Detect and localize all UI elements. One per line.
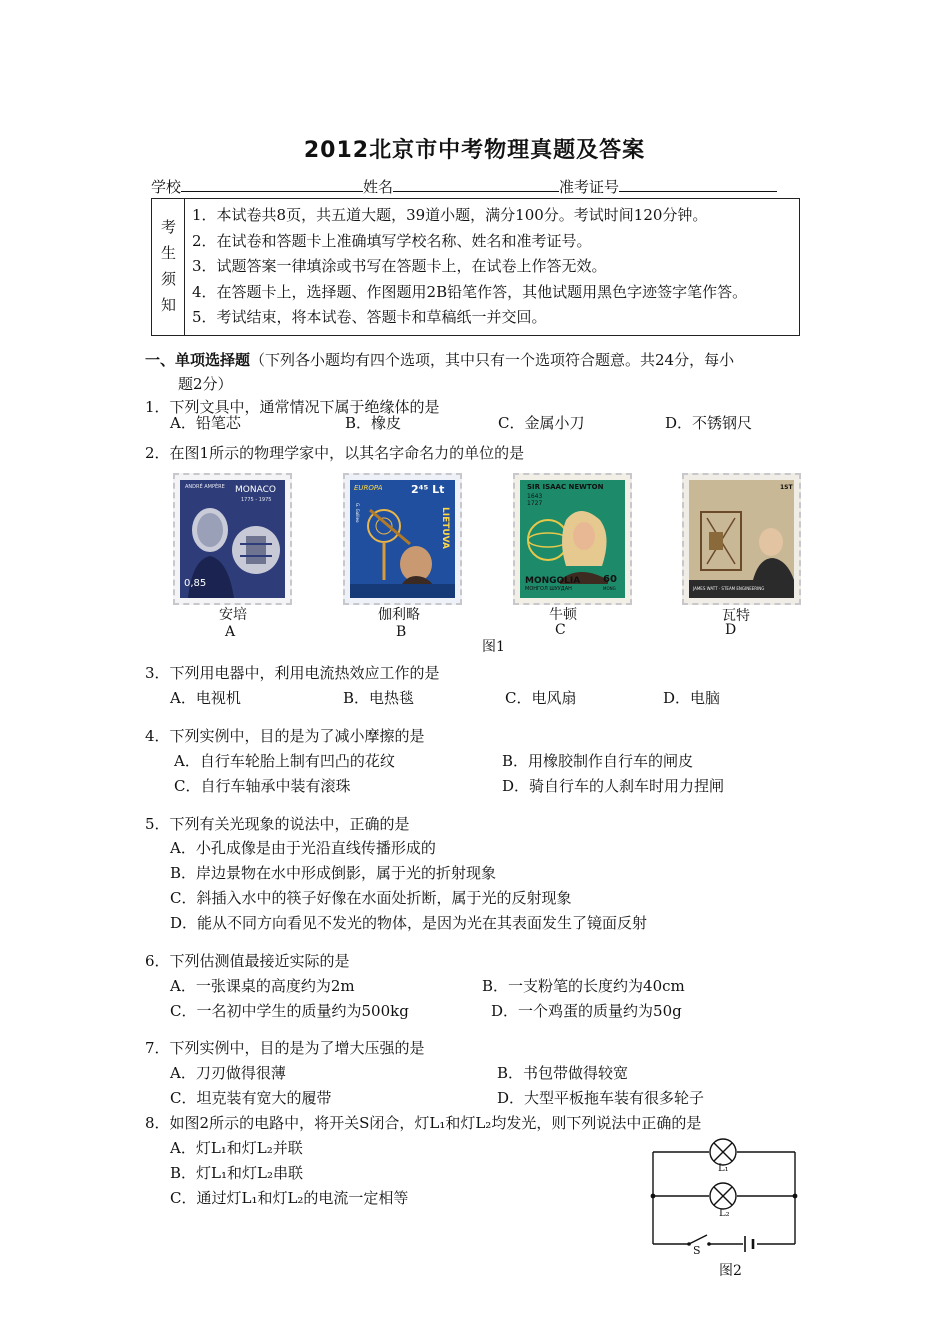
q3-option-c: C．电风扇 xyxy=(505,689,577,707)
q4-option-d: D．骑自行车的人刹车时用力捏闸 xyxy=(502,777,725,795)
stamp-galileo xyxy=(343,473,462,605)
stamp-watt-engine xyxy=(689,480,794,598)
stamp-newton-unit: MONG xyxy=(603,586,616,591)
stamp-galileo-europa: EUROPA xyxy=(354,484,383,492)
stamp-a-name: 安培 xyxy=(219,607,247,623)
stamp-c-letter: C xyxy=(555,622,566,638)
stamp-newton-death: 1727 xyxy=(527,500,543,507)
q1-option-c: C．金属小刀 xyxy=(498,414,585,432)
q5-stem: 5．下列有关光现象的说法中，正确的是 xyxy=(145,815,410,833)
section-desc: （下列各小题均有四个选项，其中只有一个选项符合题意。共24分，每小 xyxy=(250,351,735,369)
exam-id-label: 准考证号 xyxy=(559,178,620,196)
name-label: 姓名 xyxy=(363,178,394,196)
stamp-d-letter: D xyxy=(725,622,737,638)
q6-option-a: A．一张课桌的高度约为2m xyxy=(170,977,355,995)
notice-item: 2．在试卷和答题卡上准确填写学校名称、姓名和准考证号。 xyxy=(192,232,592,250)
q2-stem: 2．在图1所示的物理学家中，以其名字命名力的单位的是 xyxy=(145,444,525,462)
q7-stem: 7．下列实例中，目的是为了增大压强的是 xyxy=(145,1039,425,1057)
q7-option-a: A．刀刃做得很薄 xyxy=(170,1064,286,1082)
notice-heading-char: 生 xyxy=(161,244,177,262)
notice-heading xyxy=(152,199,185,335)
stamp-newton-name: SIR ISAAC NEWTON xyxy=(527,483,604,491)
notice-item: 3．试题答案一律填涂或书写在答题卡上，在试卷上作答无效。 xyxy=(192,257,607,275)
stamp-ampere-years: 1775 - 1975 xyxy=(241,497,272,503)
q6-option-b: B．一支粉笔的长度约为40cm xyxy=(482,977,685,995)
q4-option-c: C．自行车轴承中装有滚珠 xyxy=(174,777,351,795)
notice-item: 1．本试卷共8页，共五道大题，39道小题，满分100分。考试时间120分钟。 xyxy=(192,206,708,224)
junction-dot xyxy=(651,1194,656,1199)
section-desc-cont: 题2分） xyxy=(178,375,233,393)
q5-option-d: D．能从不同方向看见不发光的物体，是因为光在其表面发生了镜面反射 xyxy=(170,914,648,932)
section-heading xyxy=(145,350,734,370)
q8-option-c: C．通过灯L₁和灯L₂的电流一定相等 xyxy=(170,1189,409,1207)
q3-stem: 3．下列用电器中，利用电流热效应工作的是 xyxy=(145,664,440,682)
q1-option-a: A．铅笔芯 xyxy=(170,414,241,432)
stamp-c-name: 牛顿 xyxy=(549,607,577,623)
school-field[interactable] xyxy=(181,176,363,192)
figure-1-caption: 图1 xyxy=(482,639,505,655)
stamp-newton-birth: 1643 xyxy=(527,493,543,500)
stamp-watt xyxy=(682,473,801,605)
exam-id-field[interactable] xyxy=(619,176,777,192)
q1-option-b: B．橡皮 xyxy=(345,414,402,432)
q6-stem: 6．下列估测值最接近实际的是 xyxy=(145,952,350,970)
q1-option-d: D．不锈钢尺 xyxy=(665,414,753,432)
figure-2-caption: 图2 xyxy=(719,1263,742,1279)
info-line xyxy=(151,176,777,197)
notice-item: 5．考试结束，将本试卷、答题卡和草稿纸一并交回。 xyxy=(192,308,547,326)
q3-option-b: B．电热毯 xyxy=(343,689,415,707)
school-label: 学校 xyxy=(151,178,182,196)
q6-option-d: D．一个鸡蛋的质量约为50g xyxy=(491,1002,682,1020)
q8-option-b: B．灯L₁和灯L₂串联 xyxy=(170,1164,303,1182)
q4-option-a: A．自行车轮胎上制有凹凸的花纹 xyxy=(174,752,395,770)
q7-option-d: D．大型平板拖车装有很多轮子 xyxy=(497,1089,705,1107)
notice-heading-char: 知 xyxy=(161,296,177,314)
q7-option-b: B．书包带做得较宽 xyxy=(497,1064,629,1082)
section-title: 一、单项选择题 xyxy=(145,351,251,369)
stamp-newton-value: 60 xyxy=(603,574,617,585)
q5-option-c: C．斜插入水中的筷子好像在水面处折断，属于光的反射现象 xyxy=(170,889,572,907)
q4-stem: 4．下列实例中，目的是为了减小摩擦的是 xyxy=(145,727,425,745)
q6-option-c: C．一名初中学生的质量约为500kg xyxy=(170,1002,409,1020)
stamp-galileo-country: LIETUVA xyxy=(440,507,450,549)
lamp-l1-label: L₁ xyxy=(718,1163,729,1174)
switch-blade xyxy=(689,1235,707,1244)
stamp-watt-caption: JAMES WATT · STEAM ENGINEERING xyxy=(693,586,765,591)
stamp-galileo-side: G. Galileo xyxy=(355,503,360,523)
q8-option-a: A．灯L₁和灯L₂并联 xyxy=(170,1139,303,1157)
switch-contact xyxy=(707,1242,711,1246)
q3-option-a: A．电视机 xyxy=(170,689,241,707)
stamp-b-letter: B xyxy=(396,624,407,640)
q5-option-b: B．岸边景物在水中形成倒影，属于光的折射现象 xyxy=(170,864,497,882)
stamp-ampere xyxy=(173,473,292,605)
circuit-diagram xyxy=(645,1132,805,1262)
notice-box xyxy=(151,198,800,336)
lamp-l2-label: L₂ xyxy=(719,1208,730,1219)
switch-contact xyxy=(687,1242,691,1246)
stamp-watt-value: 1ST xyxy=(780,484,793,491)
stamp-galileo-value: 2⁴⁵ Lt xyxy=(411,483,445,496)
name-field[interactable] xyxy=(393,176,559,192)
stamp-ampere-name: ANDRÉ AMPÈRE xyxy=(185,484,225,490)
q5-option-a: A．小孔成像是由于光沿直线传播形成的 xyxy=(170,839,436,857)
q8-stem: 8．如图2所示的电路中，将开关S闭合，灯L₁和灯L₂均发光，则下列说法中正确的是 xyxy=(145,1114,702,1132)
q1-stem: 1．下列文具中，通常情况下属于绝缘体的是 xyxy=(145,398,440,416)
stamp-ampere-value: 0,85 xyxy=(184,578,207,589)
switch-label: S xyxy=(693,1244,701,1257)
stamp-ampere-country: MONACO xyxy=(235,485,276,495)
stamp-newton-country: MONGOLIA xyxy=(525,576,581,586)
notice-heading-char: 考 xyxy=(161,218,177,236)
stamp-b-name: 伽利略 xyxy=(378,607,420,623)
stamp-d-name: 瓦特 xyxy=(722,608,750,624)
page-title: 2012北京市中考物理真题及答案 xyxy=(303,138,646,163)
notice-item: 4．在答题卡上，选择题、作图题用2B铅笔作答，其他试题用黑色字迹签字笔作答。 xyxy=(192,283,748,301)
stamp-a-letter: A xyxy=(225,624,236,640)
junction-dot xyxy=(793,1194,798,1199)
q4-option-b: B．用橡胶制作自行车的闸皮 xyxy=(502,752,694,770)
notice-heading-char: 须 xyxy=(161,270,177,288)
stamp-newton-country-local: МОНГОЛ ШУУДАН xyxy=(525,586,572,592)
stamp-newton xyxy=(513,473,632,605)
q7-option-c: C．坦克装有宽大的履带 xyxy=(170,1089,332,1107)
q3-option-d: D．电脑 xyxy=(663,689,721,707)
